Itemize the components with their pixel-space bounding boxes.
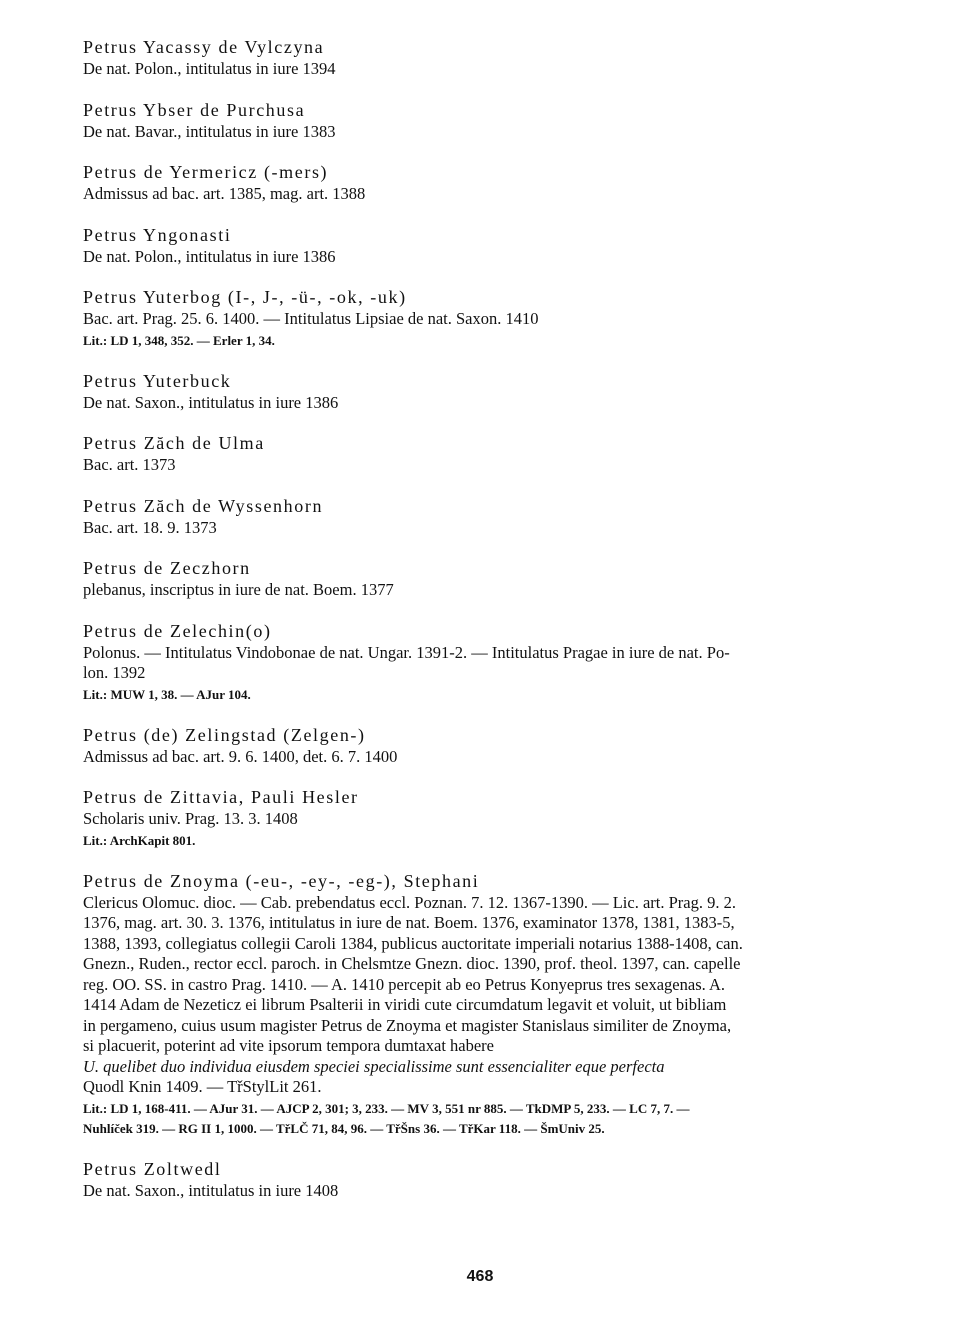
entry-text: 1376, mag. art. 30. 3. 1376, intitulatus in iure de nat. Boem. 1376, examinator 1378, 1381, 1383-5, <box>83 913 735 932</box>
entry-text: Polonus. — Intitulatus Vindobonae de nat. Ungar. 1391-2. — Intitulatus Pragae in iure de nat. Po- <box>83 642 730 662</box>
entry-zittavia <box>83 786 898 851</box>
entry-name: Petrus de Zittavia, Pauli Hesler <box>83 787 359 807</box>
entry-text: in pergameno, cuius usum magister Petrus de Znoyma et magister Stanislaus similiter de Znoyma, <box>83 1015 732 1035</box>
entry-text: Admissus ad bac. art. 9. 6. 1400, det. 6. 7. 1400 <box>83 746 398 766</box>
entry-name: Petrus Yngonasti <box>83 224 232 245</box>
literature-line: Nuhlíček 319. — RG II 1, 1000. — TřLČ 71, 84, 96. — TřŠns 36. — TřKar 118. — ŠmUniv 25. <box>83 1120 605 1136</box>
entry-text: Bac. art. 1373 <box>83 455 176 474</box>
entry-text: Bac. art. Prag. 25. 6. 1400. — Intitulatus Lipsiae de nat. Saxon. 1410 <box>83 309 539 328</box>
entry-name: Petrus Zăch de Wyssenhorn <box>83 495 324 516</box>
entry-text: reg. OO. SS. in castro Prag. 1410. — A. 1410 percepit ab eo Petrus Konyeprus tres sexagenas. A. <box>83 974 726 994</box>
entry-name: Petrus Yuterbog (I-, J-, -ü-, -ok, -uk) <box>83 287 407 307</box>
entry-yacassy <box>83 36 898 80</box>
entry-name: Petrus de Zelechin(o) <box>83 620 272 641</box>
entry-zach-wyssenhorn <box>83 495 898 539</box>
entry-name: Petrus Yacassy de Vylczyna <box>83 37 325 57</box>
entry-text: Admissus ad bac. art. 1385, mag. art. 1388 <box>83 184 366 203</box>
entry-text: Scholaris univ. Prag. 13. 3. 1408 <box>83 809 298 828</box>
entry-name: Petrus de Zeczhorn <box>83 558 251 578</box>
entry-ybser <box>83 99 898 143</box>
literature-line: Lit.: LD 1, 348, 352. — Erler 1, 34. <box>83 332 275 348</box>
entry-name: Petrus de Znoyma (-eu-, -ey-, -eg-), Stephani <box>83 870 480 891</box>
entry-name: Petrus Zăch de Ulma <box>83 433 265 453</box>
entry-name: Petrus Ybser de Purchusa <box>83 99 306 120</box>
entry-text: Quodl Knin 1409. — TřStylLit 261. <box>83 1077 322 1096</box>
literature-line: Lit.: MUW 1, 38. — AJur 104. <box>83 686 251 702</box>
entry-name: Petrus Yuterbuck <box>83 370 232 391</box>
entry-text: si placuerit, poterint ad vite ipsorum tempora dumtaxat habere <box>83 1036 494 1055</box>
entry-znoyma <box>83 870 898 1139</box>
entry-name: Petrus de Yermericz (-mers) <box>83 162 329 182</box>
entry-text: De nat. Polon., intitulatus in iure 1386 <box>83 246 336 266</box>
literature-line: Lit.: LD 1, 168-411. — AJur 31. — AJCP 2, 301; 3, 233. — MV 3, 551 nr 885. — TkDMP 5, 233. — LC 7, 7. — <box>83 1100 690 1116</box>
entry-zeczhorn <box>83 557 898 601</box>
page-number: 468 <box>466 1268 494 1285</box>
entry-text: De nat. Saxon., intitulatus in iure 1386 <box>83 392 339 412</box>
entry-zoltwedl <box>83 1158 898 1202</box>
entry-text: plebanus, inscriptus in iure de nat. Boem. 1377 <box>83 580 394 599</box>
entry-name: Petrus (de) Zelingstad (Zelgen-) <box>83 724 366 745</box>
incipit-line: U. quelibet duo individua eiusdem speciei specialissime sunt essencialiter eque perfecta <box>83 1056 665 1076</box>
entry-yuterbuck <box>83 370 898 414</box>
entry-text: 1388, 1393, collegiatus collegii Caroli 1384, publicus auctoritate imperiali notarius 1388-1408, can. <box>83 933 743 953</box>
entry-yngonasti <box>83 224 898 268</box>
entry-text: De nat. Polon., intitulatus in iure 1394 <box>83 59 336 78</box>
entry-zelechin <box>83 620 898 705</box>
entry-text: De nat. Bavar., intitulatus in iure 1383 <box>83 121 336 141</box>
entry-zelingstad <box>83 724 898 768</box>
entry-name: Petrus Zoltwedl <box>83 1158 222 1179</box>
entry-text: Bac. art. 18. 9. 1373 <box>83 517 217 537</box>
entry-text: Clericus Olomuc. dioc. — Cab. prebendatus eccl. Poznan. 7. 12. 1367-1390. — Lic. art. Prag. 9. 2. <box>83 892 736 912</box>
document-body <box>83 36 898 1220</box>
entry-zach-ulma <box>83 432 898 476</box>
entry-yermericz <box>83 161 898 205</box>
entry-text: lon. 1392 <box>83 663 146 682</box>
entry-yuterbog <box>83 286 898 351</box>
entry-text: Gnezn., Ruden., rector eccl. paroch. in Chelsmtze Gnezn. dioc. 1390, prof. theol. 1397, can. capelle <box>83 954 741 973</box>
literature-line: Lit.: ArchKapit 801. <box>83 832 196 848</box>
entry-text: De nat. Saxon., intitulatus in iure 1408 <box>83 1180 339 1200</box>
entry-text: 1414 Adam de Nezeticz ei librum Psalterii in viridi cute circumdatum legavit et voluit, ut bibliam <box>83 995 727 1014</box>
